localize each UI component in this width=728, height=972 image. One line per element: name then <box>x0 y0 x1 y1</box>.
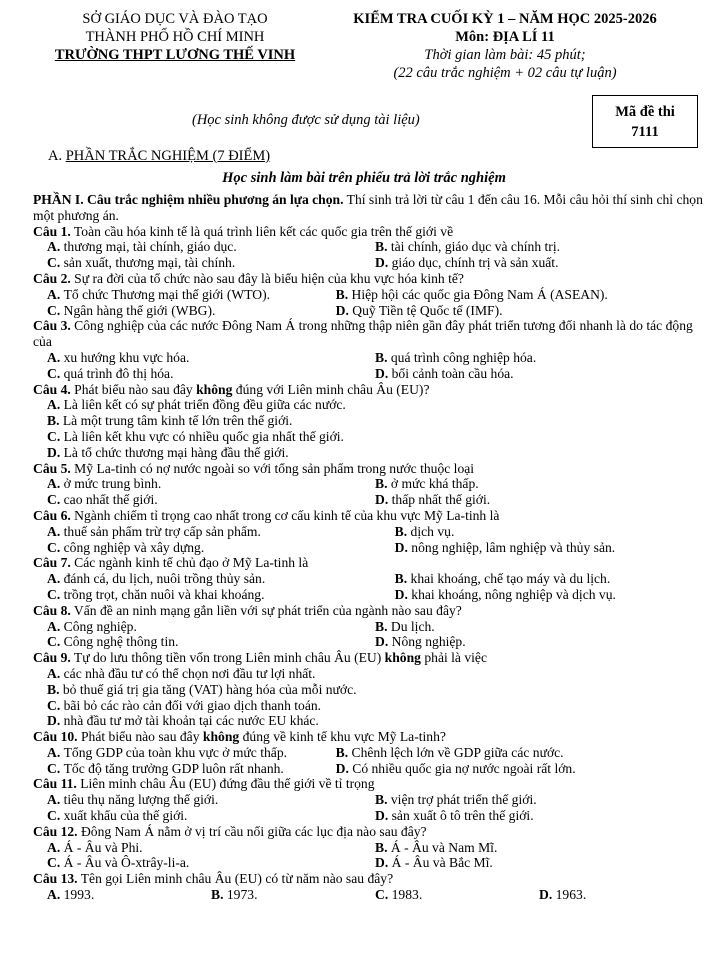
option-d: D. Nông nghiệp. <box>375 634 466 650</box>
option-c: C. 1983. <box>375 887 423 903</box>
option-a: A. Tổ chức Thương mại thế giới (WTO). <box>47 286 271 302</box>
option-b: B. viện trợ phát triển thế giới. <box>375 792 537 808</box>
question-number: Câu 12. <box>33 823 78 839</box>
answer-row <box>33 587 703 603</box>
question-number: Câu 13. <box>33 871 78 887</box>
question-1 <box>33 224 703 240</box>
question-text: Các ngành kinh tế chủ đạo ở Mỹ La-tinh là <box>70 555 309 571</box>
option-d: D. Quỹ Tiền tệ Quốc tế (IMF). <box>335 302 503 318</box>
question-number: Câu 1. <box>33 223 71 239</box>
option-c: C. Là liên kết khu vực có nhiều quốc gia nhất thế giới. <box>47 428 344 444</box>
option-d: D. Có nhiều quốc gia nợ nước ngoài rất lớn. <box>335 760 576 776</box>
option-b: B. khai khoáng, chế tạo máy và du lịch. <box>394 571 611 587</box>
question-7 <box>33 555 703 571</box>
option-b: B. ở mức khá thấp. <box>375 476 479 492</box>
exam-structure: (22 câu trắc nghiệm + 02 câu tự luận) <box>393 65 617 81</box>
question-number: Câu 11. <box>33 776 77 792</box>
option-d: D. thấp nhất thế giới. <box>375 492 491 508</box>
answer-row <box>33 303 703 319</box>
section-title-text: PHẦN TRẮC NGHIỆM (7 ĐIỂM) <box>65 148 271 164</box>
question-text: Liên minh châu Âu (EU) đứng đầu thế giới về tỉ trọng <box>76 776 375 792</box>
option-c: C. Tốc độ tăng trưởng GDP luôn rất nhanh. <box>47 760 284 776</box>
question-5 <box>33 461 703 477</box>
question-number: Câu 2. <box>33 270 71 286</box>
answer-row <box>33 255 703 271</box>
option-a: A. các nhà đầu tư có thể chọn nơi đầu tư lợi nhất. <box>47 665 316 681</box>
option-b: B. Á - Âu và Nam Mĩ. <box>375 839 498 855</box>
option-c: C. bãi bỏ các rào cản đối với giao dịch thanh toán. <box>47 697 322 713</box>
option-b: B. tài chính, giáo dục và chính trị. <box>375 239 560 255</box>
option-d: D. Là tổ chức thương mại hàng đầu thế giới. <box>47 444 289 460</box>
exam-code-box <box>592 95 698 148</box>
option-c: C. Á - Âu và Ô-xtrây-li-a. <box>47 855 190 871</box>
section-prefix: A. <box>48 148 66 164</box>
question-text: Mỹ La-tinh có nợ nước ngoài so với tổng sản phẩm trong nước thuộc loại <box>70 460 475 476</box>
option-d: D. nông nghiệp, lâm nghiệp và thủy sản. <box>394 539 616 555</box>
option-c: C. trồng trọt, chăn nuôi và khai khoáng. <box>47 586 265 602</box>
question-text: Tên gọi Liên minh châu Âu (EU) có từ năm nào sau đây? <box>77 871 394 887</box>
exam-note: (Học sinh không được sử dụng tài liệu) <box>192 112 420 128</box>
option-a: A. 1993. <box>47 887 95 903</box>
answer-row <box>33 745 703 761</box>
question-10: Câu 10. Phát biểu nào sau đây không đúng về kinh tế khu vực Mỹ La-tinh? <box>33 729 446 745</box>
exam-subject: Môn: ĐỊA LÍ 11 <box>455 29 555 45</box>
option-b: B. bỏ thuế giá trị gia tăng (VAT) hàng hóa của mỗi nước. <box>47 681 357 697</box>
option-c: C. sản xuất, thương mại, tài chính. <box>47 255 236 271</box>
option-a: A. tiêu thụ năng lượng thế giới. <box>47 792 219 808</box>
question-text: Sự ra đời của tổ chức nào sau đây là biểu hiện của khu vực hóa kinh tế? <box>70 270 464 286</box>
question-text: Vấn đề an ninh mạng gắn liền với sự phát triển của ngành nào sau đây? <box>70 602 462 618</box>
school-name: TRƯỜNG THPT LƯƠNG THẾ VINH <box>54 47 296 63</box>
option-b: B. quá trình công nghiệp hóa. <box>375 349 537 365</box>
option-b: B. Hiệp hội các quốc gia Đông Nam Á (ASEAN). <box>335 286 608 302</box>
question-12 <box>33 824 703 840</box>
exam-title: KIỂM TRA CUỐI KỲ 1 – NĂM HỌC 2025-2026 <box>353 11 657 27</box>
question-text: Công nghiệp của các nước Đông Nam Á trong những thập niên gần đây phát triển tương đối nhanh là do tác động của <box>33 318 693 350</box>
department-line-1: SỞ GIÁO DỤC VÀ ĐÀO TẠO <box>82 11 268 27</box>
question-number: Câu 9. <box>33 650 71 666</box>
answer-row <box>33 619 703 635</box>
question-number: Câu 6. <box>33 507 71 523</box>
question-9: Câu 9. Tự do lưu thông tiền vốn trong Liên minh châu Âu (EU) không phải là việc <box>33 650 488 666</box>
option-d: D. khai khoáng, nông nghiệp và dịch vụ. <box>394 586 616 602</box>
option-d: D. Á - Âu và Bắc Mĩ. <box>375 855 493 871</box>
option-c: C. công nghiệp và xây dựng. <box>47 539 205 555</box>
option-d: D. giáo dục, chính trị và sản xuất. <box>375 255 559 271</box>
option-d: D. nhà đầu tư mở tài khoản tại các nước EU khác. <box>47 713 319 729</box>
department-line-2: THÀNH PHỐ HỒ CHÍ MINH <box>85 29 265 45</box>
question-2 <box>33 271 703 287</box>
part-description: Thí sinh trả lời từ câu 1 đến câu 16. Mỗi câu hỏi thí sinh chỉ chọn một phương án. <box>33 192 703 223</box>
header-exam-info <box>320 10 690 82</box>
option-a: A. Á - Âu và Phi. <box>47 839 143 855</box>
option-b: B. Chênh lệch lớn về GDP giữa các nước. <box>335 744 564 760</box>
answer-row <box>33 540 703 556</box>
option-b: B. Du lịch. <box>375 618 435 634</box>
question-13 <box>33 871 703 887</box>
answer-row <box>33 887 703 903</box>
option-a: A. thương mại, tài chính, giáo dục. <box>47 239 237 255</box>
question-6 <box>33 508 703 524</box>
option-a: A. Là liên kết có sự phát triển đồng đều giữa các nước. <box>47 397 346 413</box>
answer-row <box>33 287 703 303</box>
part-intro <box>33 192 703 224</box>
option-c: C. Ngân hàng thế giới (WBG). <box>47 302 216 318</box>
answer-row <box>33 524 703 540</box>
option-c: C. cao nhất thế giới. <box>47 492 158 508</box>
option-b: B. dịch vụ. <box>394 523 455 539</box>
question-list <box>33 192 703 903</box>
question-number: Câu 3. <box>33 318 71 334</box>
section-title <box>48 148 270 165</box>
answer-row <box>33 366 703 382</box>
question-11 <box>33 776 703 792</box>
header-department <box>40 10 310 64</box>
answer-row <box>33 808 703 824</box>
answer-row <box>33 840 703 856</box>
section-instruction: Học sinh làm bài trên phiếu trả lời trắc nghiệm <box>222 170 506 186</box>
option-b: B. Là một trung tâm kinh tế lớn trên thế giới. <box>47 413 293 429</box>
option-d: D. 1963. <box>539 887 587 903</box>
question-text: Toàn cầu hóa kinh tế là quá trình liên kết các quốc gia trên thế giới về <box>70 223 454 239</box>
answer-row <box>33 476 703 492</box>
question-number: Câu 7. <box>33 555 71 571</box>
answer-row <box>33 634 703 650</box>
answer-row <box>33 855 703 871</box>
option-a: A. đánh cá, du lịch, nuôi trồng thủy sản. <box>47 571 266 587</box>
question-number: Câu 4. <box>33 381 71 397</box>
option-a: A. xu hướng khu vực hóa. <box>47 349 190 365</box>
option-a: A. Tổng GDP của toàn khu vực ở mức thấp. <box>47 744 288 760</box>
question-4: Câu 4. Phát biểu nào sau đây không đúng với Liên minh châu Âu (EU)? <box>33 381 430 397</box>
exam-code-label: Mã đề thi <box>615 104 675 120</box>
answer-row <box>33 571 703 587</box>
question-3 <box>33 318 703 350</box>
exam-time: Thời gian làm bài: 45 phút; <box>424 47 586 63</box>
option-b: B. 1973. <box>211 887 258 903</box>
option-a: A. Công nghiệp. <box>47 618 137 634</box>
answer-row <box>33 239 703 255</box>
option-d: D. sản xuất ô tô trên thế giới. <box>375 808 534 824</box>
answer-row <box>33 350 703 366</box>
option-c: C. Công nghệ thông tin. <box>47 634 179 650</box>
question-number: Câu 10. <box>33 729 78 745</box>
question-text: Đông Nam Á nằm ở vị trí cầu nối giữa các lục địa nào sau đây? <box>77 823 427 839</box>
question-8 <box>33 603 703 619</box>
option-c: C. quá trình đô thị hóa. <box>47 365 174 381</box>
option-c: C. xuất khẩu của thế giới. <box>47 808 188 824</box>
question-text: Ngành chiếm tỉ trọng cao nhất trong cơ cấu kinh tế của khu vực Mỹ La-tinh là <box>70 507 500 523</box>
answer-row <box>33 492 703 508</box>
option-d: D. bối cảnh toàn cầu hóa. <box>375 365 514 381</box>
option-a: A. ở mức trung bình. <box>47 476 162 492</box>
part-title: PHẦN I. Câu trắc nghiệm nhiều phương án lựa chọn. <box>33 192 344 207</box>
question-number: Câu 5. <box>33 460 71 476</box>
question-number: Câu 8. <box>33 602 71 618</box>
answer-row <box>33 761 703 777</box>
option-a: A. thuế sản phẩm trừ trợ cấp sản phẩm. <box>47 523 261 539</box>
answer-row <box>33 792 703 808</box>
exam-code-value: 7111 <box>631 124 659 140</box>
